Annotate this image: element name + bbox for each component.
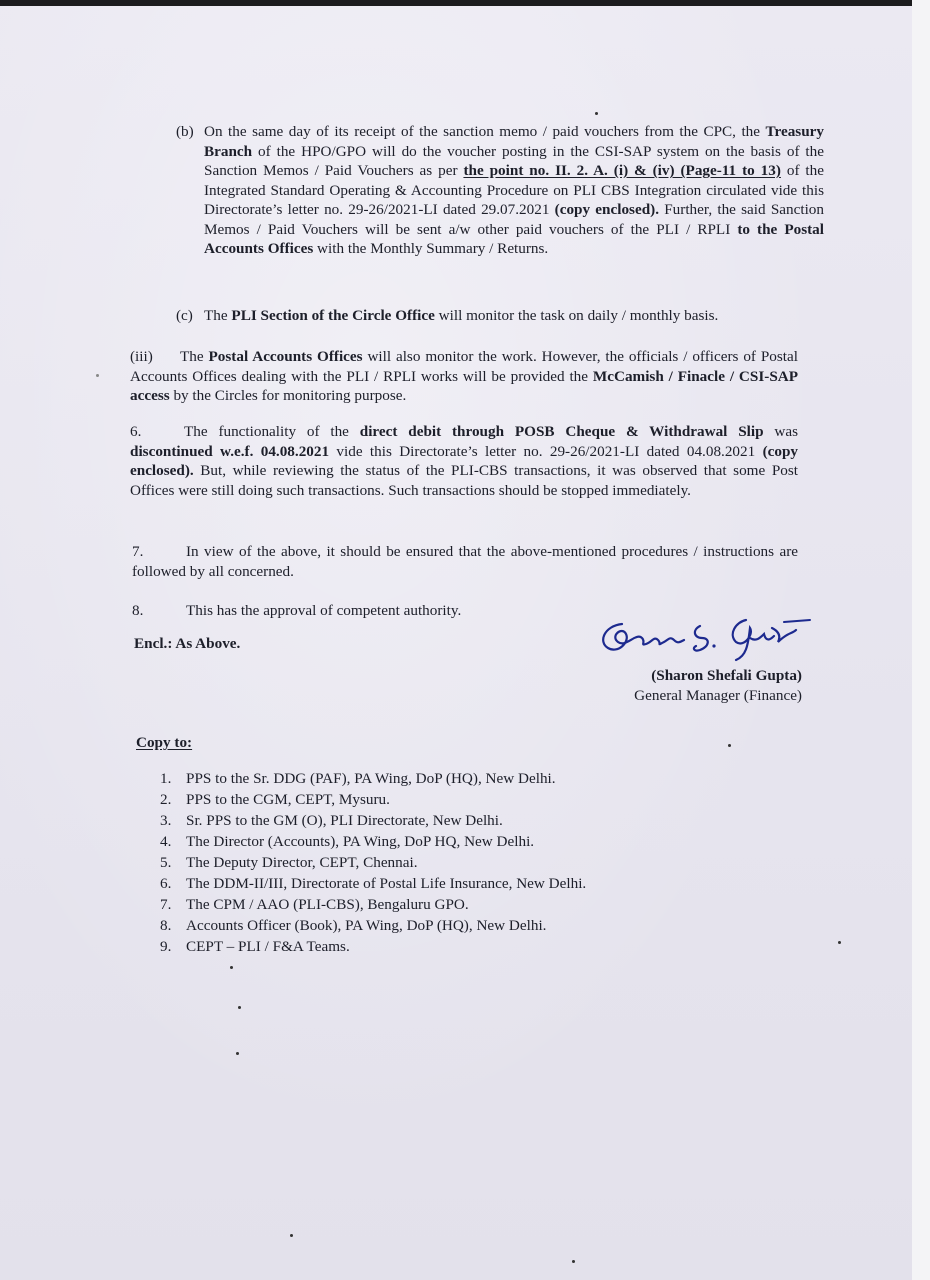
para-6-marker: 6. xyxy=(130,423,142,440)
list-item: 6. The DDM-II/III, Directorate of Postal Life Insurance, New Delhi. xyxy=(160,875,587,892)
handwritten-signature xyxy=(596,612,816,662)
scan-speck xyxy=(96,374,99,377)
scan-speck xyxy=(238,1006,241,1009)
paragraph-6: 6. The functionality of the direct debit through POSB Cheque & Withdrawal Slip was discontinued w.e.f. 04.08.2021 vide this Directorate’s letter no. 29-26/2021-LI dated 04.08.2021 (copy enclosed). But, while reviewing the status of the PLI-CBS transactions, it was observed that some Post Offices were still doing such transactions. Such transactions should be stopped immediately. xyxy=(130,423,798,499)
copy-to-heading: Copy to: xyxy=(136,734,193,751)
paragraph-8: 8. This has the approval of competent authority. xyxy=(132,602,462,619)
scan-speck xyxy=(290,1234,293,1237)
scan-speck xyxy=(230,966,233,969)
signatory-designation: General Manager (Finance) xyxy=(634,687,802,704)
signatory-block xyxy=(634,666,802,706)
list-item: 7. The CPM / AAO (PLI-CBS), Bengaluru GPO. xyxy=(160,896,469,913)
para-b-marker: (b) xyxy=(176,123,194,140)
scan-speck xyxy=(236,1052,239,1055)
list-item: 1. PPS to the Sr. DDG (PAF), PA Wing, DoP (HQ), New Delhi. xyxy=(160,770,556,787)
paragraph-iii: (iii) The Postal Accounts Offices will also monitor the work. However, the officials / officers of Postal Accounts Offices dealing with the PLI / RPLI works will be provided the McCamish / Finacle / CSI-SAP access by the Circles for monitoring purpose. xyxy=(130,348,799,404)
page-edge xyxy=(912,0,930,1280)
para-7-marker: 7. xyxy=(132,543,144,560)
scan-speck xyxy=(728,744,731,747)
scan-speck xyxy=(838,941,841,944)
scan-speck xyxy=(595,112,598,115)
paragraph-c: (c) The PLI Section of the Circle Office will monitor the task on daily / monthly basis. xyxy=(176,307,719,324)
scan-speck xyxy=(572,1260,575,1263)
para-8-marker: 8. xyxy=(132,602,144,619)
list-item: 9. CEPT – PLI / F&A Teams. xyxy=(160,938,350,955)
enclosure-note: Encl.: As Above. xyxy=(134,635,241,652)
para-c-marker: (c) xyxy=(176,307,193,324)
list-item: 2. PPS to the CGM, CEPT, Mysuru. xyxy=(160,791,390,808)
paragraph-b: (b) On the same day of its receipt of the sanction memo / paid vouchers from the CPC, the Treasury Branch of the HPO/GPO will do the voucher posting in the CSI-SAP system on the basis of the Sanction Memos / Paid Vouchers as per the point no. II. 2. A. (i) & (iv) (Page-11 to 13) of the Integrated Standard Operating & Accounting Procedure on PLI CBS Integration circulated vide this Directorate’s letter no. 29-26/2021-LI dated 29.07.2021 (copy enclosed). Further, the said Sanction Memos / Paid Vouchers will be sent a/w other paid vouchers of the PLI / RPLI to the Postal Accounts Offices with the Monthly Summary / Returns. xyxy=(176,123,824,257)
list-item: 4. The Director (Accounts), PA Wing, DoP HQ, New Delhi. xyxy=(160,833,535,850)
copy-to-list xyxy=(160,768,586,957)
list-item: 8. Accounts Officer (Book), PA Wing, DoP (HQ), New Delhi. xyxy=(160,917,547,934)
para-iii-marker: (iii) xyxy=(130,348,153,365)
paragraph-7: 7. In view of the above, it should be ensured that the above-mentioned procedures / instructions are followed by all concerned. xyxy=(132,543,798,580)
list-item: 3. Sr. PPS to the GM (O), PLI Directorate, New Delhi. xyxy=(160,812,503,829)
document-page xyxy=(0,6,912,1280)
list-item: 5. The Deputy Director, CEPT, Chennai. xyxy=(160,854,418,871)
signatory-name: (Sharon Shefali Gupta) xyxy=(651,667,802,684)
